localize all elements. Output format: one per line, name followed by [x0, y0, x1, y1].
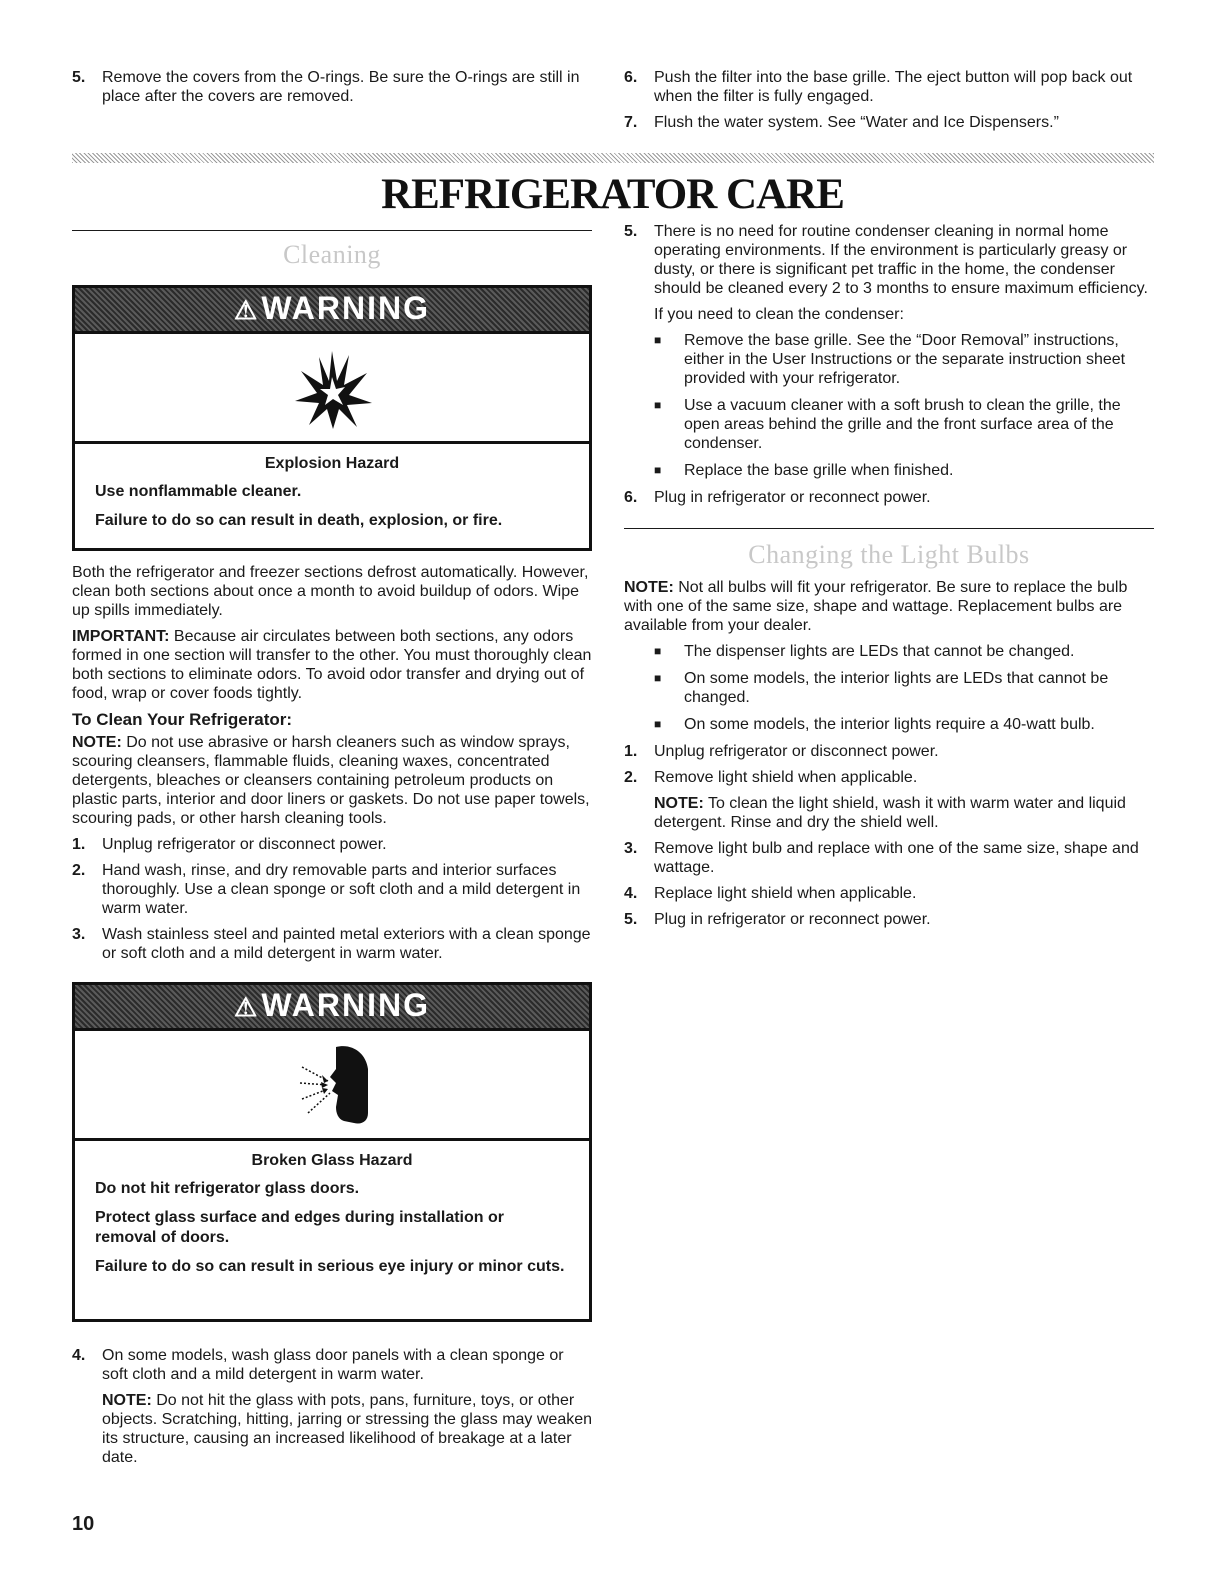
- left-divider: [72, 230, 592, 231]
- top-left-steps: [72, 68, 592, 113]
- top-step-7: 7. Flush the water system. See “Water and Ice Dispensers.”: [624, 114, 1059, 131]
- bulbs-bullet: ■ On some models, the interior lights are LEDs that cannot be changed.: [654, 670, 1109, 706]
- bullet-square-icon: ■: [654, 644, 662, 658]
- bulb-step-5: 5. Plug in refrigerator or reconnect power.: [624, 911, 931, 928]
- cleaning-text: [72, 563, 592, 970]
- warning-line: Protect glass surface and edges during installation or removal of doors.: [95, 1209, 504, 1246]
- top-step-5: 5. Remove the covers from the O-rings. Be sure the O-rings are still in place after the covers are removed.: [72, 69, 580, 105]
- bulbs-note: NOTE: Not all bulbs will fit your refrigerator. Be sure to replace the bulb with one of the same size, shape and wattage. Replacement bulbs are available from your dealer.: [624, 579, 1128, 634]
- clean-step-6: 6. Plug in refrigerator or reconnect power.: [624, 489, 931, 506]
- bullet-square-icon: ■: [654, 333, 662, 347]
- warning-body: [75, 1141, 589, 1298]
- warning-line: Do not hit refrigerator glass doors.: [95, 1180, 360, 1197]
- explosion-warning-box: [72, 285, 592, 551]
- cleaning-heading: Cleaning: [283, 240, 381, 269]
- sub-heading: To Clean Your Refrigerator:: [72, 710, 293, 729]
- cleaning-step-4-wrap: [72, 1346, 592, 1474]
- warning-header: ⚠WARNING: [75, 288, 589, 334]
- top-step-6: 6. Push the filter into the base grille. The eject button will pop back out when the filter is fully engaged.: [624, 69, 1133, 105]
- step-4-note: NOTE: Do not hit the glass with pots, pans, furniture, toys, or other objects. Scratching, hitting, jarring or stressing the glass may weaken its structure, causing an increased likelihood of breakage at a later date.: [102, 1392, 593, 1466]
- right-divider: [624, 528, 1154, 529]
- clean-step-3: 3. Wash stainless steel and painted metal exteriors with a clean sponge or soft cloth and a mild detergent in warm water.: [72, 926, 591, 962]
- condenser-bullet: ■ Use a vacuum cleaner with a soft brush to clean the grille, the open areas behind the grille and the front surface area of the condenser.: [654, 397, 1121, 452]
- warning-triangle-icon: ⚠: [234, 295, 260, 325]
- condenser-intro: If you need to clean the condenser:: [654, 306, 904, 323]
- bulb-step-3: 3. Remove light bulb and replace with one of the same size, shape and wattage.: [624, 840, 1139, 876]
- cleaning-continued: [624, 222, 1154, 514]
- section-separator-bar: [72, 153, 1154, 163]
- important-paragraph: IMPORTANT: Because air circulates between both sections, any odors formed in one section will transfer to the other. You must thoroughly clean both sections to eliminate odors. To avoid odor transfer and drying out of food, wrap or cover foods tightly.: [72, 628, 592, 702]
- clean-step-1: 1. Unplug refrigerator or disconnect power.: [72, 836, 387, 853]
- page-title: REFRIGERATOR CARE: [381, 171, 844, 218]
- bulbs-heading: Changing the Light Bulbs: [748, 540, 1030, 569]
- condenser-bullet: ■ Remove the base grille. See the “Door Removal” instructions, either in the User Instructions or the separate instruction sheet provided with your refrigerator.: [654, 332, 1126, 387]
- explosion-icon: [75, 334, 589, 444]
- page-number: 10: [72, 1513, 95, 1535]
- bulb-step-2-note: NOTE: To clean the light shield, wash it with warm water and liquid detergent. Rinse and dry the shield well.: [654, 795, 1126, 831]
- top-right-steps: [624, 68, 1154, 139]
- bulb-step-1: 1. Unplug refrigerator or disconnect power.: [624, 743, 939, 760]
- hazard-title: Explosion Hazard: [264, 455, 400, 472]
- note-paragraph: NOTE: Do not use abrasive or harsh cleaners such as window sprays, scouring cleansers, flammable fluids, cleaning waxes, concentrated detergents, bleaches or cleansers containing petroleum products on plastic parts, interior and door liners or gaskets. Do not use paper towels, scouring pads, or other harsh cleaning tools.: [72, 734, 590, 827]
- clean-step-4: 4. On some models, wash glass door panels with a clean sponge or soft cloth and a mild detergent in warm water.: [72, 1347, 564, 1383]
- eye-injury-icon: [75, 1031, 589, 1141]
- bulb-step-2: 2. Remove light shield when applicable.: [624, 769, 918, 786]
- hazard-title: Broken Glass Hazard: [251, 1152, 413, 1169]
- warning-header: ⚠WARNING: [75, 985, 589, 1031]
- bullet-square-icon: ■: [654, 463, 662, 477]
- bullet-square-icon: ■: [654, 671, 662, 685]
- bullet-square-icon: ■: [654, 717, 662, 731]
- bulbs-bullet: ■ On some models, the interior lights require a 40-watt bulb.: [654, 716, 1095, 733]
- bulbs-section: [624, 540, 1154, 936]
- clean-step-5: 5. There is no need for routine condenser cleaning in normal home operating environments. If the environment is particularly greasy or dusty, or there is significant pet traffic in the home, the condenser should be cleaned every 2 to 3 months to ensure maximum efficiency.: [624, 223, 1148, 297]
- warning-line: Failure to do so can result in death, explosion, or fire.: [95, 512, 503, 529]
- cleaning-intro: Both the refrigerator and freezer sections defrost automatically. However, clean both sections about once a month to avoid buildup of odors. Wipe up spills immediately.: [72, 564, 589, 619]
- warning-body: [75, 444, 589, 552]
- warning-triangle-icon: ⚠: [234, 992, 260, 1022]
- bulbs-bullet: ■ The dispenser lights are LEDs that cannot be changed.: [654, 643, 1075, 660]
- broken-glass-warning-box: [72, 982, 592, 1322]
- warning-line: Failure to do so can result in serious eye injury or minor cuts.: [95, 1258, 565, 1275]
- warning-line: Use nonflammable cleaner.: [95, 483, 302, 500]
- cleaning-heading-wrap: [72, 240, 592, 270]
- condenser-bullet: ■ Replace the base grille when finished.: [654, 462, 954, 479]
- bulb-step-4: 4. Replace light shield when applicable.: [624, 885, 917, 902]
- clean-step-2: 2. Hand wash, rinse, and dry removable parts and interior surfaces thoroughly. Use a clean sponge or soft cloth and a mild detergent in warm water.: [72, 862, 581, 917]
- bullet-square-icon: ■: [654, 398, 662, 412]
